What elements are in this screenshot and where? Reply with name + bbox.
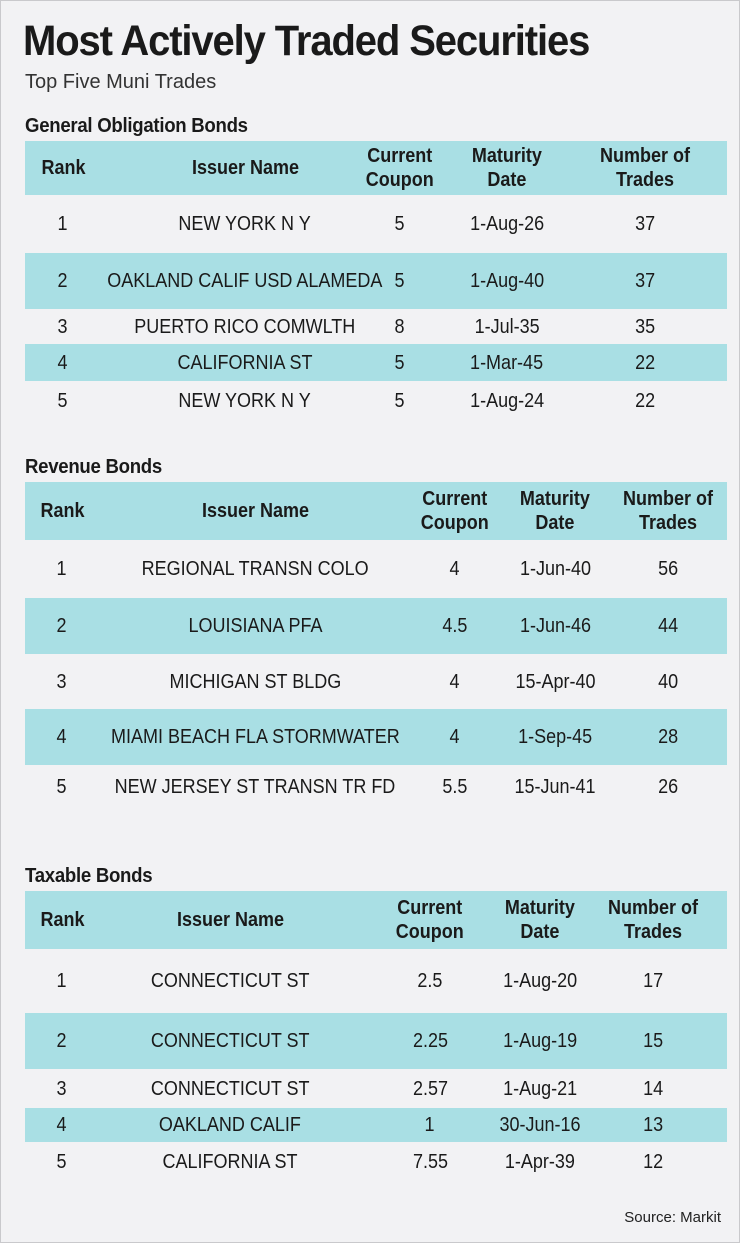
issuer-cell-text: MIAMI BEACH FLA STORMWATER bbox=[110, 726, 400, 748]
maturity-cell bbox=[485, 1069, 595, 1108]
trades-cell-text: 15 bbox=[642, 1030, 664, 1052]
coupon-cell-text: 5 bbox=[394, 213, 406, 235]
maturity-cell bbox=[503, 540, 607, 598]
maturity-cell-text: 1-Aug-21 bbox=[502, 1077, 578, 1100]
maturity-cell-text: 15-Jun-41 bbox=[514, 776, 596, 798]
trades-cell-text: 44 bbox=[657, 615, 679, 637]
table-row bbox=[25, 709, 727, 765]
trades-cell bbox=[575, 309, 715, 344]
header-label: Issuer Name bbox=[176, 909, 284, 931]
trades-cell bbox=[575, 381, 715, 421]
rank-cell bbox=[25, 1108, 99, 1142]
trades-cell-text: 12 bbox=[642, 1151, 664, 1173]
maturity-cell-text: 1-Mar-45 bbox=[470, 351, 544, 374]
issuer-cell-text: OAKLAND CALIF bbox=[158, 1114, 302, 1136]
rank-cell-text: 1 bbox=[56, 970, 68, 992]
trades-cell-text: 37 bbox=[634, 270, 656, 292]
trades-cell bbox=[597, 1013, 709, 1069]
issuer-cell bbox=[85, 765, 425, 809]
trades-cell bbox=[613, 598, 723, 654]
issuer-cell-text: NEW YORK N Y bbox=[178, 213, 312, 235]
trades-cell-text: 28 bbox=[657, 726, 679, 748]
table-row bbox=[25, 1108, 727, 1142]
header-coupon-cell bbox=[355, 141, 445, 195]
coupon-cell bbox=[355, 195, 445, 253]
rank-cell-text: 3 bbox=[56, 1077, 68, 1100]
header-label: Rank bbox=[39, 500, 85, 522]
maturity-cell bbox=[445, 253, 569, 309]
maturity-cell bbox=[485, 1142, 595, 1182]
coupon-cell bbox=[385, 1069, 475, 1108]
rank-cell bbox=[25, 1069, 99, 1108]
header-label: Maturity bbox=[504, 897, 576, 919]
maturity-cell-text: 30-Jun-16 bbox=[499, 1114, 581, 1136]
header-label: Maturity bbox=[519, 488, 591, 510]
header-label: Trades bbox=[623, 921, 683, 943]
trades-cell bbox=[597, 949, 709, 1013]
issuer-cell-text: CONNECTICUT ST bbox=[150, 1077, 310, 1100]
trades-cell bbox=[597, 1108, 709, 1142]
trades-cell bbox=[613, 765, 723, 809]
rank-cell-text: 2 bbox=[56, 615, 68, 637]
maturity-cell-text: 1-Aug-40 bbox=[469, 270, 545, 292]
table-row bbox=[25, 309, 727, 344]
maturity-cell bbox=[503, 654, 607, 709]
trades-cell bbox=[575, 344, 715, 381]
coupon-cell bbox=[385, 1108, 475, 1142]
header-label: Rank bbox=[39, 909, 85, 931]
source-note: Source: Markit bbox=[624, 1209, 721, 1226]
issuer-cell-text: PUERTO RICO COMWLTH bbox=[134, 315, 356, 338]
header-trades-cell bbox=[613, 482, 723, 540]
trades-cell-text: 13 bbox=[642, 1114, 664, 1136]
header-maturity-cell bbox=[503, 482, 607, 540]
table-row bbox=[25, 598, 727, 654]
maturity-cell-text: 1-Jun-40 bbox=[519, 558, 591, 580]
coupon-cell-text: 4 bbox=[449, 670, 461, 693]
coupon-cell bbox=[411, 654, 499, 709]
maturity-cell-text: 1-Apr-39 bbox=[504, 1151, 576, 1173]
header-label: Current bbox=[367, 145, 433, 167]
issuer-cell-text: NEW JERSEY ST TRANSN TR FD bbox=[114, 776, 396, 798]
table-row bbox=[25, 540, 727, 598]
section-2 bbox=[25, 456, 727, 809]
header-label: Coupon bbox=[366, 169, 434, 191]
rank-cell-text: 4 bbox=[57, 351, 69, 374]
header-rank-cell bbox=[25, 891, 99, 949]
table-row bbox=[25, 654, 727, 709]
section-title: General Obligation Bonds bbox=[25, 115, 248, 137]
issuer-cell bbox=[85, 709, 425, 765]
issuer-cell bbox=[105, 1069, 355, 1108]
header-label: Number of bbox=[623, 488, 713, 510]
rank-cell-text: 2 bbox=[57, 270, 69, 292]
issuer-cell bbox=[105, 1108, 355, 1142]
coupon-cell-text: 1 bbox=[424, 1114, 436, 1136]
issuer-cell-text: MICHIGAN ST BLDG bbox=[169, 670, 341, 693]
issuer-cell bbox=[85, 598, 425, 654]
header-trades-cell bbox=[597, 891, 709, 949]
header-trades-cell bbox=[575, 141, 715, 195]
header-coupon-cell bbox=[385, 891, 475, 949]
maturity-cell bbox=[445, 381, 569, 421]
section-title: Taxable Bonds bbox=[25, 865, 153, 887]
issuer-cell-text: NEW YORK N Y bbox=[178, 390, 312, 412]
coupon-cell-text: 2.57 bbox=[412, 1077, 448, 1100]
section-title: Revenue Bonds bbox=[25, 456, 162, 478]
trades-cell-text: 35 bbox=[634, 315, 656, 338]
table-row bbox=[25, 1142, 727, 1182]
maturity-cell-text: 1-Jun-46 bbox=[519, 615, 591, 637]
coupon-cell-text: 4 bbox=[449, 726, 461, 748]
table-header-row bbox=[25, 891, 727, 949]
issuer-cell bbox=[105, 949, 355, 1013]
section-3 bbox=[25, 865, 727, 1182]
rank-cell-text: 2 bbox=[56, 1030, 68, 1052]
maturity-cell-text: 1-Aug-19 bbox=[502, 1030, 578, 1052]
issuer-cell-text: CALIFORNIA ST bbox=[162, 1151, 298, 1173]
issuer-cell-text: OAKLAND CALIF USD ALAMEDA bbox=[107, 270, 383, 292]
coupon-cell-text: 7.55 bbox=[412, 1151, 448, 1173]
header-label: Coupon bbox=[396, 921, 464, 943]
coupon-cell bbox=[411, 598, 499, 654]
issuer-cell-text: LOUISIANA PFA bbox=[187, 615, 323, 637]
trades-cell-text: 14 bbox=[642, 1077, 664, 1100]
maturity-cell bbox=[485, 1108, 595, 1142]
header-label: Date bbox=[487, 169, 527, 191]
trades-cell bbox=[613, 654, 723, 709]
header-coupon-cell bbox=[411, 482, 499, 540]
coupon-cell bbox=[411, 540, 499, 598]
rank-cell bbox=[25, 1013, 99, 1069]
trades-cell bbox=[597, 1069, 709, 1108]
trades-cell-text: 22 bbox=[634, 390, 656, 412]
coupon-cell bbox=[355, 344, 445, 381]
header-label: Current bbox=[397, 897, 463, 919]
header-label: Trades bbox=[615, 169, 675, 191]
issuer-cell bbox=[105, 1142, 355, 1182]
rank-cell-text: 4 bbox=[56, 726, 68, 748]
coupon-cell bbox=[385, 949, 475, 1013]
table-row bbox=[25, 765, 727, 809]
table-row bbox=[25, 381, 727, 421]
rank-cell bbox=[25, 949, 99, 1013]
trades-cell-text: 22 bbox=[634, 351, 656, 374]
page-title: Most Actively Traded Securities bbox=[23, 17, 590, 65]
coupon-cell-text: 4.5 bbox=[442, 615, 468, 637]
maturity-cell bbox=[445, 195, 569, 253]
issuer-cell bbox=[105, 1013, 355, 1069]
page-subtitle: Top Five Muni Trades bbox=[25, 71, 217, 93]
issuer-cell bbox=[85, 654, 425, 709]
coupon-cell bbox=[385, 1013, 475, 1069]
coupon-cell-text: 4 bbox=[449, 558, 461, 580]
maturity-cell bbox=[485, 949, 595, 1013]
coupon-cell bbox=[411, 765, 499, 809]
rank-cell-text: 1 bbox=[56, 558, 68, 580]
table-row bbox=[25, 195, 727, 253]
table-row bbox=[25, 344, 727, 381]
trades-cell bbox=[575, 253, 715, 309]
table-header-row bbox=[25, 141, 727, 195]
header-label: Date bbox=[535, 512, 575, 534]
coupon-cell-text: 5 bbox=[394, 390, 406, 412]
maturity-cell-text: 1-Sep-45 bbox=[517, 726, 593, 748]
coupon-cell-text: 2.5 bbox=[417, 970, 443, 992]
maturity-cell-text: 1-Jul-35 bbox=[474, 315, 540, 338]
header-issuer-cell bbox=[105, 891, 355, 949]
coupon-cell-text: 5 bbox=[394, 351, 406, 374]
trades-cell-text: 37 bbox=[634, 213, 656, 235]
maturity-cell bbox=[445, 344, 569, 381]
maturity-cell bbox=[445, 309, 569, 344]
coupon-cell-text: 5 bbox=[394, 270, 406, 292]
header-label: Number of bbox=[600, 145, 690, 167]
table-row bbox=[25, 949, 727, 1013]
header-label: Coupon bbox=[421, 512, 489, 534]
coupon-cell bbox=[355, 381, 445, 421]
trades-cell bbox=[613, 540, 723, 598]
header-label: Issuer Name bbox=[191, 157, 299, 179]
header-label: Maturity bbox=[471, 145, 543, 167]
issuer-cell-text: CALIFORNIA ST bbox=[177, 351, 313, 374]
trades-cell bbox=[597, 1142, 709, 1182]
rank-cell-text: 5 bbox=[56, 1151, 68, 1173]
issuer-cell-text: CONNECTICUT ST bbox=[150, 1030, 310, 1052]
table-row bbox=[25, 1013, 727, 1069]
trades-cell-text: 56 bbox=[657, 558, 679, 580]
section-1 bbox=[25, 115, 727, 421]
rank-cell-text: 4 bbox=[56, 1114, 68, 1136]
header-issuer-cell bbox=[85, 482, 425, 540]
maturity-cell-text: 15-Apr-40 bbox=[514, 670, 596, 693]
trades-cell-text: 40 bbox=[657, 670, 679, 693]
maturity-cell-text: 1-Aug-26 bbox=[469, 213, 545, 235]
header-label: Trades bbox=[638, 512, 698, 534]
trades-cell bbox=[613, 709, 723, 765]
coupon-cell-text: 8 bbox=[394, 315, 406, 338]
trades-cell-text: 26 bbox=[657, 776, 679, 798]
header-label: Number of bbox=[608, 897, 698, 919]
rank-cell-text: 1 bbox=[57, 213, 69, 235]
rank-cell-text: 5 bbox=[56, 776, 68, 798]
coupon-cell bbox=[385, 1142, 475, 1182]
maturity-cell-text: 1-Aug-20 bbox=[502, 970, 578, 992]
rank-cell-text: 3 bbox=[56, 670, 68, 693]
maturity-cell bbox=[485, 1013, 595, 1069]
header-label: Date bbox=[520, 921, 560, 943]
header-label: Rank bbox=[40, 157, 86, 179]
maturity-cell-text: 1-Aug-24 bbox=[469, 390, 545, 412]
coupon-cell bbox=[355, 253, 445, 309]
trades-cell bbox=[575, 195, 715, 253]
table-row bbox=[25, 1069, 727, 1108]
rank-cell bbox=[25, 1142, 99, 1182]
header-maturity-cell bbox=[485, 891, 595, 949]
header-label: Issuer Name bbox=[201, 500, 309, 522]
coupon-cell-text: 5.5 bbox=[442, 776, 468, 798]
maturity-cell bbox=[503, 709, 607, 765]
header-maturity-cell bbox=[445, 141, 569, 195]
trades-cell-text: 17 bbox=[642, 970, 664, 992]
table-header-row bbox=[25, 482, 727, 540]
coupon-cell bbox=[411, 709, 499, 765]
rank-cell-text: 5 bbox=[57, 390, 69, 412]
coupon-cell-text: 2.25 bbox=[412, 1030, 448, 1052]
issuer-cell-text: REGIONAL TRANSN COLO bbox=[141, 558, 369, 580]
issuer-cell-text: CONNECTICUT ST bbox=[150, 970, 310, 992]
header-label: Current bbox=[422, 488, 488, 510]
coupon-cell bbox=[355, 309, 445, 344]
maturity-cell bbox=[503, 598, 607, 654]
rank-cell-text: 3 bbox=[57, 315, 69, 338]
issuer-cell bbox=[85, 540, 425, 598]
maturity-cell bbox=[503, 765, 607, 809]
table-row bbox=[25, 253, 727, 309]
